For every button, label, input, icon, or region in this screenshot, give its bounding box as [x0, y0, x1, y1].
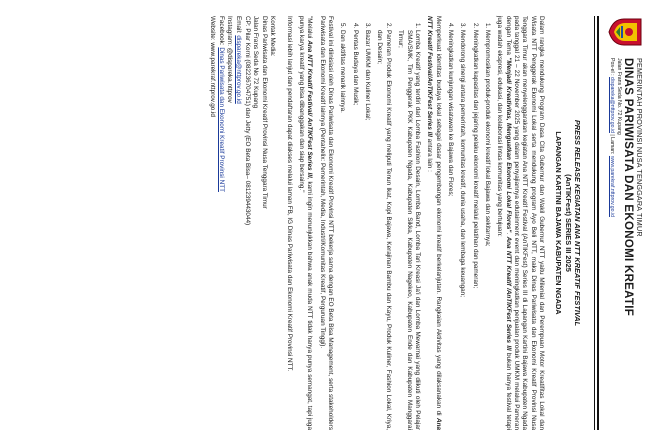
contact-instagram: [225, 16, 234, 430]
intro-text: Dalam rangka mendukung Program Dasa Cita Gubernur dan Wakil Gubernur NTT yaitu Milenial dan Perempuan Motor Kreatifitas Lokal dan Wisata NTT Penggerak Ekonomi Lokal serta mendukung program Ayo Beli NTT, maka Dinas Pariwisata dan Ekonomi Kreatif Provinsi Nusa Tenggara Timur akan menyelenggarakan kegiatan Ana NTT Kreatif Festival (AnTIKFest) Series III di Lapangan Kartini Bajawa Kabupaten Ngada pada tanggal 21 – 22 November 2025 yang dalam penyajiannya edutainment event dan meningkatkan penjualan produk UMKM melalui Pameran dengan Tema: [504, 16, 546, 430]
letterhead-email-link[interactable]: dispareka@nttprov.go.id: [609, 77, 616, 133]
goals-list: [446, 16, 491, 430]
activities-lead: antara lain :: [426, 136, 434, 172]
letterhead-divider: [595, 16, 600, 430]
quote-text: , kami ingin menunjukkan bahwa anak muda NTT tidak hanya punya semangat, tapi juga punya karya kreatif yang bisa dibanggakan dan siap bersaing.": [297, 16, 314, 430]
list-item: 5. Dan aktifitas menarik lainnya.: [338, 30, 346, 430]
facebook-label: Facebook:: [217, 16, 225, 48]
list-item: 1. Lomba Kreatif yang terdiri dari Lomba Fashion Desain, Lomba Band, Lomba Tari Kreasi Ja'i dan Lomba Mewarnai yang diikuti oleh Pelajar SMA/SMK, Tim Penggerak PKK Kabupaten Ngada, Kabupaten Sikka, Kabupaten Nagekeo, Kabupaten Ende dan Kabupaten Manggarai Timur;: [396, 30, 421, 430]
email-label: Email:: [234, 16, 242, 36]
contact-website: [208, 16, 217, 430]
facebook-link[interactable]: Dinas Pariwisata dan Ekonomi Kreatif Provinsi NTT: [217, 47, 225, 192]
media-contact: [208, 16, 277, 430]
letterhead-government: PEMERINTAH PROVINSI NUSA TENGGARA TIMUR: [635, 58, 644, 237]
activities-list: [338, 16, 421, 430]
press-release-title: PRESS RELEASE KEGIATAN ANA NTT KREATIF FESTIVAL: [573, 119, 583, 327]
festival-theme: "Menjadi Kreativitas, Menguatkan Ekonomi Lokal Flores": [504, 57, 512, 233]
website-label: Website:: [209, 16, 217, 43]
instagram-handle: @dispareka.nttprov: [226, 47, 234, 103]
instagram-label: Instagram:: [226, 16, 234, 48]
intro-goals-lead: bukan hanya festival tetapi juga wadah ekspresi, edukasi, dan kolaborasi lintas komunitas yang bertujuan:: [496, 16, 512, 430]
contact-facebook: [216, 16, 225, 430]
list-item: 4. Meningkatkan kunjungan wisatawan ke Bajawa dan Flores;: [446, 30, 454, 430]
quote-paragraph: [297, 16, 314, 430]
info-paragraph: Informasi lebih lanjut dan pendaftaran dapat diakses melalui laman FB, IG Dinas Pariwisata dan Ekonomi Kreatif Provinsi NTT.: [285, 16, 293, 372]
list-item: 1. Mempromosikan produk-produk ekonomi kreatif lokal Bajawa dan sekitarnya;: [483, 30, 491, 430]
contact-email: [233, 16, 242, 430]
province-emblem-icon: [608, 16, 644, 48]
letterhead: [602, 16, 644, 430]
list-item: 3. Bazar UMKM dan Kuliner Lokal;: [363, 30, 371, 430]
letterhead-contact: [609, 58, 616, 430]
festival-name: Ana NTT Kreatif /AnTIKFest Series III: [504, 236, 512, 351]
letterhead-agency: DINAS PARIWISATA DAN EKONOMI KREATIF: [622, 58, 635, 317]
contact-heading: Kontak Media:: [269, 16, 277, 57]
letterhead-web-label: | Laman:: [609, 132, 616, 156]
contact-person: CP: Pilar Korni (082236704751) dan Jetty (EO Beta Bisa– 081239443044): [243, 16, 251, 226]
contact-org: Dinas Pariwisata dan Ekonomi Kreatif Provinsi Nusa Tenggara Timur: [260, 16, 268, 209]
letterhead-address: Jalan Frans Seda No. 72 Kupang: [615, 58, 622, 135]
letterhead-email-label: Pos-el :: [609, 58, 616, 78]
list-item: 2. Pameran Produk Ekonomi Kreatif yang meliputi Tenun Ikat, Kopi Bajawa, Kerajinan Bambu dan Kayu, Produk Kuliner, Fashion Lokal, Kriya, dan Desain;: [375, 30, 392, 430]
festival-name: Ana NTT Kreatif Festival/ AnTIKFest Series III: [306, 40, 314, 178]
list-item: 3. Mendorong sinergi antara pemerintah, komunitas kreatif, dunia usaha, dan lembaga keuangan;: [458, 30, 466, 430]
letterhead-web-link[interactable]: www.parekraf.nttprov.go.id: [609, 155, 616, 217]
list-item: 4. Pentas Budaya dan Musik;: [350, 30, 358, 430]
email-link[interactable]: dispareka@nttprov.go.id: [234, 35, 242, 104]
quote-open: "Melalui: [306, 16, 314, 41]
website-url: www.parekraf.nttprov.go.id: [209, 42, 217, 117]
intro-separator: .: [504, 232, 512, 237]
organizer-paragraph: Festival ini diinisiasi oleh Dinas Pariwisata dan Ekonomi Kreatif Provinsi NTT bekerja sama dengan EO Beta Bisa Management, serta stakeholders Pariwisata dan Ekonomi Kreatif lainnya (Pentahelix: Pemerintah, Media, Industri/Komunitas Kreatif, Perguruan Tinggi).: [318, 16, 335, 430]
press-release-subtitle: (AnTIKFest) SERIES III 2025: [563, 174, 573, 272]
activities-text: Memperkuat identitas budaya lokal sebagai dasar pengembangan ekonomi kreatif berkelanjutan. Rangkaian Aktivitas yang dilaksanakan di: [434, 16, 442, 419]
festival-name: Ana NTT Kreatif Festival/AnTIKFest Series III: [426, 16, 442, 430]
contact-address: Jalan Frans Seda No 72 Kupang: [252, 16, 260, 109]
activities-intro: [425, 16, 442, 430]
press-release-venue: LAPANGAN KARTINI BAJAWA KABUPATEN NGADA: [553, 131, 563, 315]
list-item: 2. Meningkatkan kapasitas dan jejaring pelaku ekonomi kreatif melalui pelatihan dan pameran;: [470, 30, 478, 430]
intro-paragraph: [495, 16, 545, 430]
